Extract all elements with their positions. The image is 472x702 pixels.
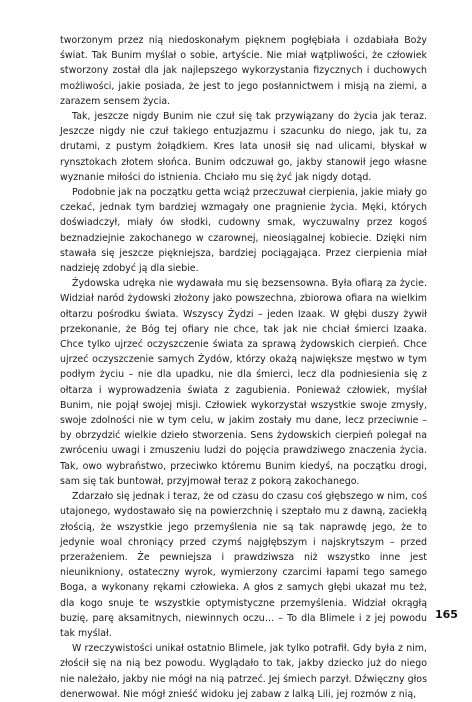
paragraph-2: Tak, jeszcze nigdy Bunim nie czuł się tak przywiązany do życia jak teraz. Jeszcze nigdy nie czuł takiego entuzjazmu i szacunku do niego, jak tu, za drutami, z pustym żołądkiem. Kres lata unosił się nad ulicami, błyskał w rynsztokach złotem słońca. Bunim odczuwał go, jakby stanowił jego własne wyznanie miłości do istnienia. Chciało mu się żyć jak nigdy dotąd. <box>60 111 427 183</box>
paragraph-1: tworzonym przez nią niedoskonałym pięknem pogłębiała i ozdabiała Boży świat. Tak Bunim myślał o sobie, artyście. Nie miał wątpliwości, że człowiek stworzony został dla jak najlepszego wykorzystania fizycznych i duchowych możliwości, jakie posiada, że jest to jego posłannictwem i misją na ziemi, a zarazem sensem życia. <box>60 35 427 107</box>
paragraph-3: Podobnie jak na początku getta wciąż przeczuwał cierpienia, jakie miały go czekać, jednak tym bardziej wzmagały one pragnienie życia. Męki, których doświadczył, miały ów słodki, cudowny smak, wyczuwalny przez kogoś beznadziejnie zakochanego w czarownej, nieosiągalnej kobiecie. Dzięki nim stawała się jeszcze piękniejsza, bardziej pociągająca. Przez cierpienia miał nadzieję zdobyć ją dla siebie. <box>60 187 427 275</box>
paragraph-6: W rzeczywistości unikał ostatnio Blimele, jak tylko potrafił. Gdy była z nim, złościł się na nią bez powodu. Wyglądało to tak, jakby dziecko już do niego nie należało, jakby nie mógł na nią patrzeć. Jej śmiech parzył. Dźwięczny głos denerwował. Nie mógł znieść widoku jej zabaw z lalką Lili, jej rozmów z nią, <box>60 643 427 700</box>
page-body-text <box>60 33 427 702</box>
page-number: 165 <box>435 608 458 621</box>
paragraph-4: Żydowska udręka nie wydawała mu się bezsensowna. Była ofiarą za życie. Widział naród żydowski złożony jako powszechna, zbiorowa ofiara na wielkim ołtarzu pośrodku świata. Wszyscy Żydzi – jeden Izaak. W głębi duszy żywił przekonanie, że Bóg tej ofiary nie chce, tak jak nie chciał śmierci Izaaka. Chce tylko ujrzeć oczyszczenie świata za sprawą żydowskich cierpień. Chce ujrzeć oczyszczenie samych Żydów, którzy okażą największe męstwo w tym podłym życiu – nie dla upadku, nie dla śmierci, lecz dla podniesienia się z ołtarza i wyprowadzenia świata z zagubienia. Ponieważ człowiek, myślał Bunim, nie pojął swojej misji. Człowiek wykorzystał wszystkie swoje zmysły, swoje zdolności nie w tym celu, w jakim zostały mu dane, lecz przeciwnie – by obrzydzić wielkie dzieło stworzenia. Sens żydowskich cierpień polegał na zwróceniu uwagi i zmuszeniu ludzi do pojęcia prawdziwego znaczenia życia. Tak, owo wybraństwo, przeciwko któremu Bunim kiedyś, na początku drogi, sam się tak buntował, przyjmował teraz z pokorą zakochanego. <box>60 278 427 487</box>
paragraph-5: Zdarzało się jednak i teraz, że od czasu do czasu coś głębszego w nim, coś utajonego, wydostawało się na powierzchnię i szeptało mu z dawną, zaciekłą złością, że wszystkie jego przemyślenia nie są tak naprawdę jego, że to jedynie woal chroniący przed czymś najgłębszym i najskrytszym – przed przerażeniem. Że pewniejsza i prawdziwsza niż wszystko inne jest nieunikniony, ostateczny wyrok, wymierzony czarcimi łapami tego samego Boga, a wykonany rękami człowieka. A głos z samych głębi ukazał mu też, dla kogo snuje te wszystkie optymistyczne przemyślenia. Widział okrągłą buzię, parę aksamitnych, niewinnych oczu… – To dla Blimele i z jej powodu tak myślał. <box>60 491 427 639</box>
